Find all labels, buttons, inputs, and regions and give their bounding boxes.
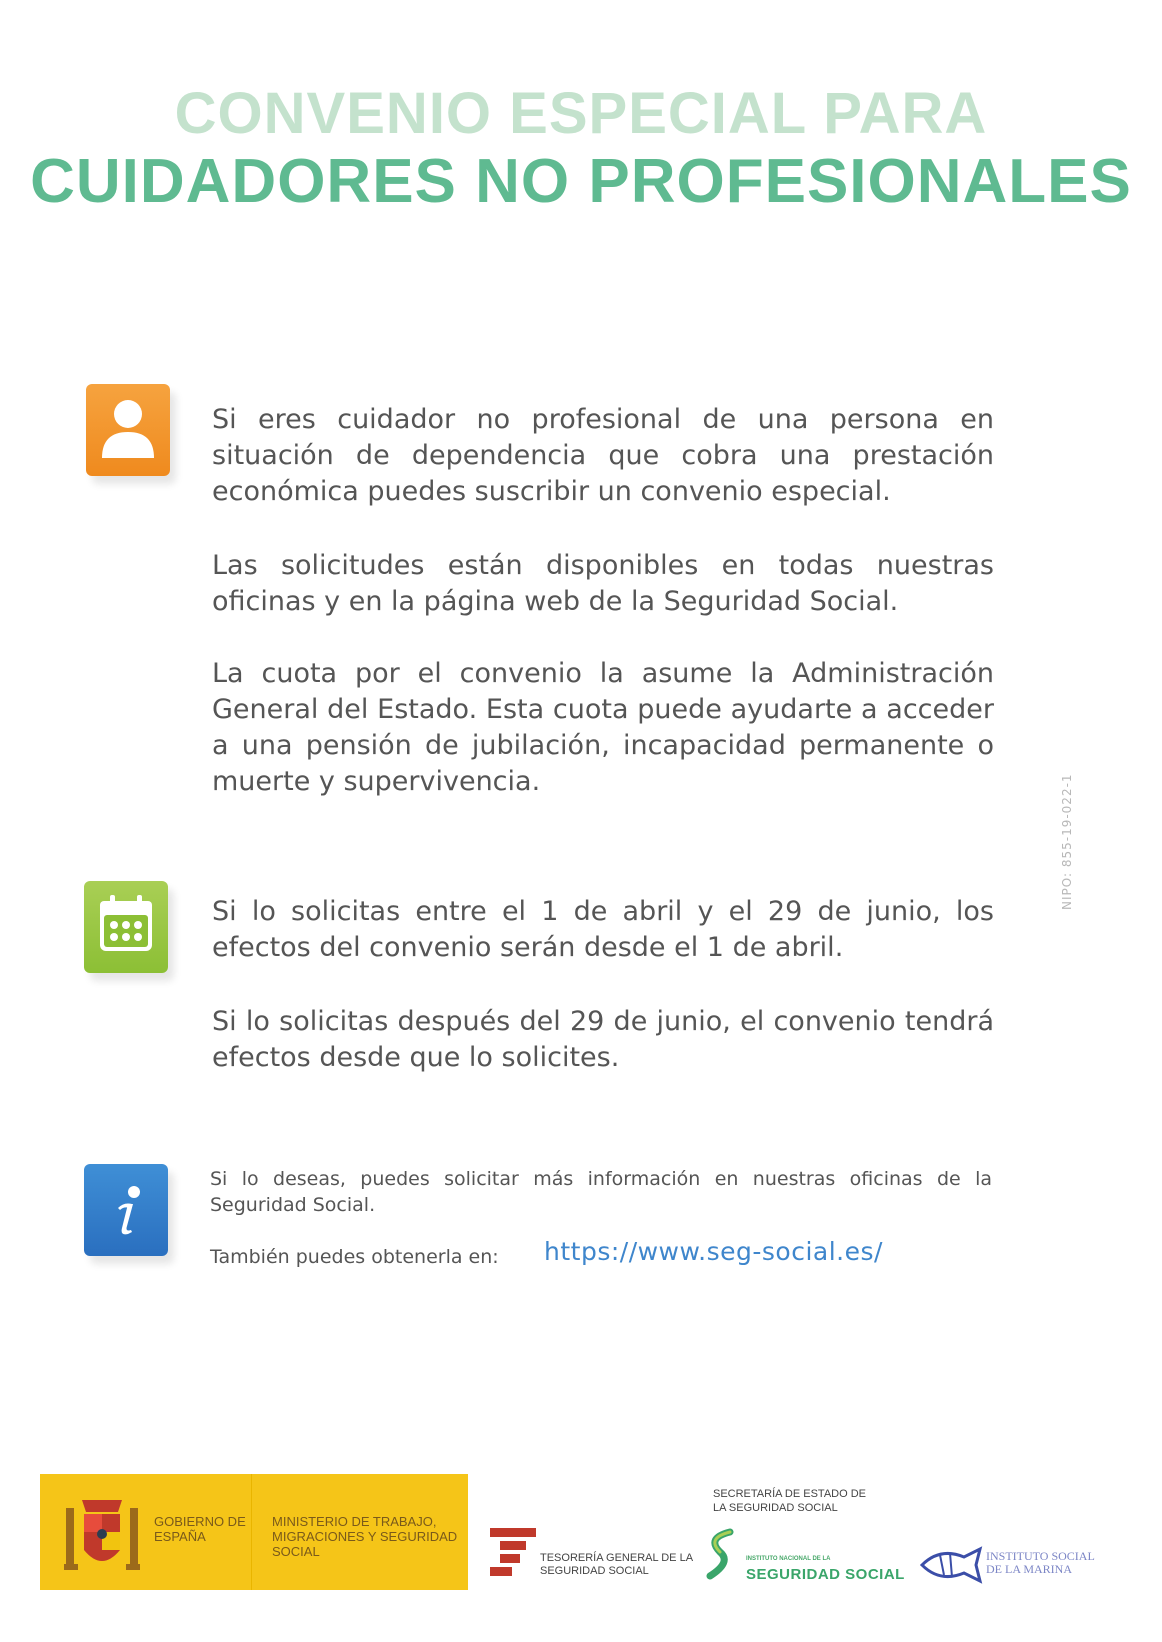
title-line-2: CUIDADORES NO PROFESIONALES	[30, 147, 1132, 216]
secretaria-text: SECRETARÍA DE ESTADO DE LA SEGURIDAD SOCIAL	[713, 1488, 867, 1514]
inss-logo-icon	[700, 1528, 742, 1584]
inss-big-text: SEGURIDAD SOCIAL	[746, 1566, 905, 1583]
person-icon	[86, 384, 170, 476]
paragraph-plazo: Si lo solicitas entre el 1 de abril y el 29 de junio, los efectos del convenio serán desde el 1 de abril.	[212, 896, 994, 963]
seg-social-link[interactable]: https://www.seg-social.es/	[544, 1237, 883, 1266]
paragraph-cuota: La cuota por el convenio la asume la Administración General del Estado. Esta cuota puede ayudarte a acceder a una pensión de jubilación, incapacidad permanente o muerte y supervivencia.	[212, 658, 994, 797]
ism-logo-icon	[920, 1545, 984, 1589]
paragraph-solicitudes: Las solicitudes están disponibles en todas nuestras oficinas y en la página web de la Seguridad Social.	[212, 550, 994, 617]
paragraph-despues: Si lo solicitas después del 29 de junio, el convenio tendrá efectos desde que lo solicites.	[212, 1006, 994, 1073]
ism-text: INSTITUTO SOCIAL DE LA MARINA	[986, 1549, 1095, 1576]
info-url-prefix: También puedes obtenerla en:	[210, 1246, 499, 1268]
ministerio-text: MINISTERIO DE TRABAJO, MIGRACIONES Y SEGURIDAD SOCIAL	[272, 1514, 458, 1559]
inss-small-text: INSTITUTO NACIONAL DE LA	[746, 1556, 831, 1562]
calendar-icon	[84, 881, 168, 973]
gobierno-espana: GOBIERNO DE ESPAÑA	[154, 1514, 246, 1544]
info-text: Si lo deseas, puedes solicitar más información en nuestras oficinas de la Seguridad Social.	[210, 1168, 992, 1216]
paragraph-cuidador: Si eres cuidador no profesional de una persona en situación de dependencia que cobra una prestación económica puedes suscribir un convenio especial.	[212, 404, 994, 507]
gobierno-divider	[251, 1474, 252, 1590]
nipo-code: NIPO: 855-19-022-1	[1060, 773, 1074, 910]
title-line-1: CONVENIO ESPECIAL PARA	[174, 81, 988, 146]
tgss-text: TESORERÍA GENERAL DE LA SEGURIDAD SOCIAL	[540, 1552, 693, 1577]
info-icon	[84, 1164, 168, 1256]
tgss-logo-icon	[490, 1528, 536, 1582]
coat-of-arms-icon	[62, 1490, 142, 1580]
